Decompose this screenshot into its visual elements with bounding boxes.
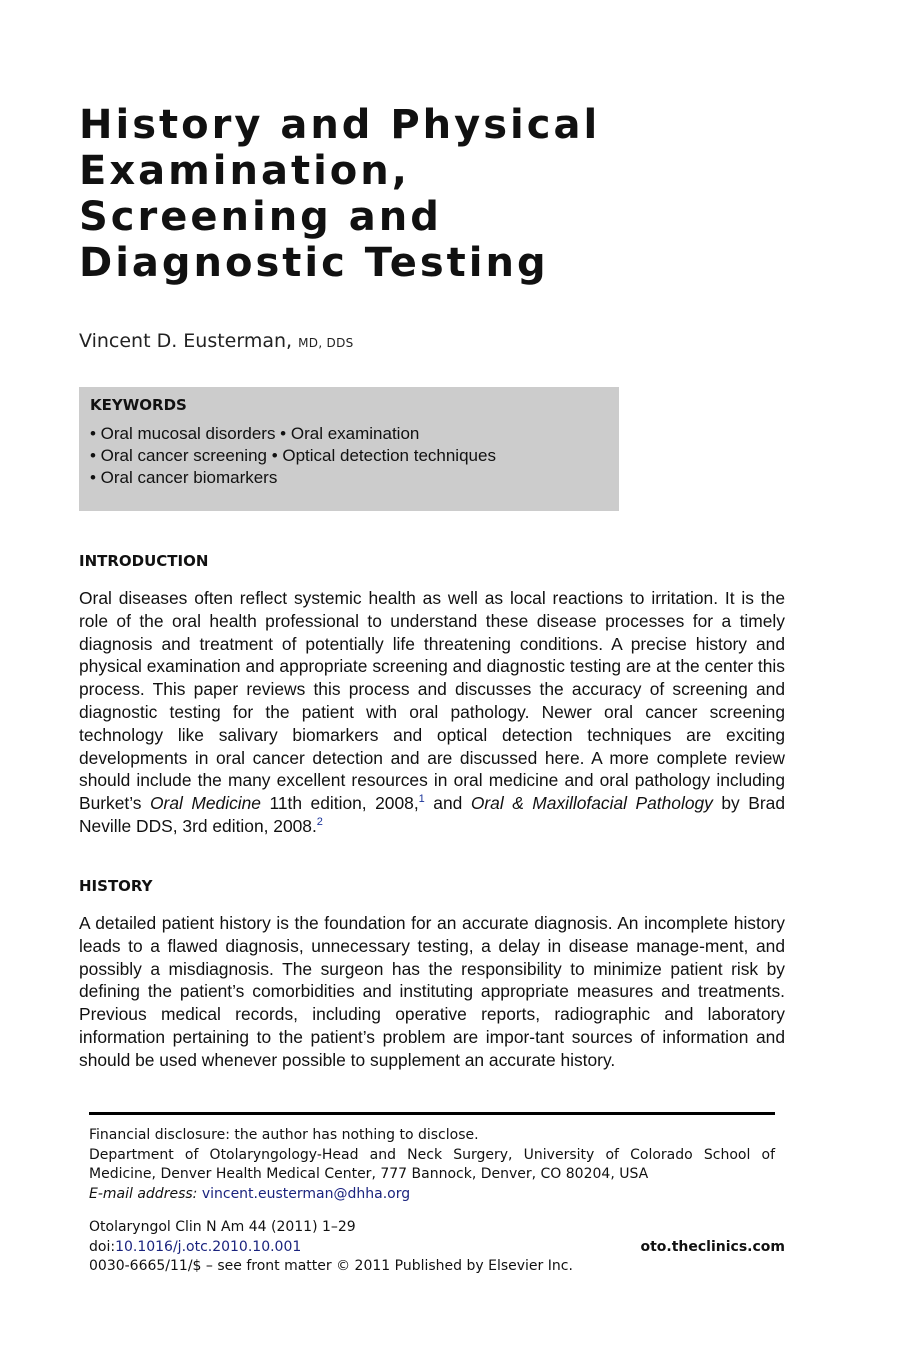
doi-label: doi: (89, 1238, 116, 1255)
keyword-line: • Oral cancer screening • Optical detection techniques (90, 446, 496, 465)
title-line: Examination, (79, 148, 410, 194)
introduction-heading: INTRODUCTION (79, 552, 209, 570)
history-paragraph: A detailed patient history is the foundation for an accurate diagnosis. An incomplete history leads to a flawed diagnosis, unnecessary testing, a delay in disease manage-ment, and possibly a misdiagnosis. The surgeon has the responsibility to minimize patient risk by defining the patient’s comorbidities and instituting appropriate measures and treatments. Previous medical records, including operative reports, radiographic and laboratory information pertaining to the patient’s problem are impor-tant sources of information and should be used whenever possible to supplement an accurate history. (79, 913, 785, 1070)
introduction-paragraph (79, 587, 785, 838)
history-heading: HISTORY (79, 877, 153, 895)
copyright-line: 0030-6665/11/$ – see front matter © 2011 Published by Elsevier Inc. (89, 1258, 573, 1275)
intro-text: Oral diseases often reflect systemic health as well as local reactions to irritation. It is the role of the oral health professional to understand these disease processes for a timely diagnosis and treatment of potentially life threatening conditions. A precise history and physical examination and appropriate screening and diagnostic testing are at the center this process. This paper reviews this process and discusses the accuracy of screening and diagnostic testing for the patient with oral pathology. Newer oral cancer screening technology like salivary biomarkers and optical detection techniques are exciting developments in oral cancer detection and are discussed here. A more complete review should include the many excellent resources in oral medicine and oral pathology including Burket’s (79, 588, 785, 814)
keyword-line: • Oral cancer biomarkers (90, 468, 278, 487)
author-degrees: MD, DDS (298, 336, 354, 350)
email-line (89, 1185, 775, 1205)
intro-text: by Brad Neville DDS, 3rd edition, 2008. (79, 793, 785, 836)
book-title: Oral Medicine (150, 793, 261, 814)
author-name: Vincent D. Eusterman, (79, 330, 293, 352)
journal-website[interactable]: oto.theclinics.com (640, 1239, 785, 1255)
affiliation-note: Department of Otolaryngology-Head and Neck Surgery, University of Colorado School of Medicine, Denver Health Medical Center, 777 Bannock, Denver, CO 80204, USA (89, 1146, 775, 1183)
reference-link[interactable]: 2 (316, 816, 323, 829)
email-label: E-mail address: (89, 1185, 198, 1202)
footnote-divider (89, 1112, 775, 1115)
keyword-line: • Oral mucosal disorders • Oral examination (90, 424, 420, 443)
keywords-heading: KEYWORDS (90, 396, 187, 414)
title-line: Screening and (79, 194, 442, 240)
reference-link[interactable]: 1 (418, 793, 425, 806)
article-title (79, 102, 679, 286)
doi-link[interactable]: 10.1016/j.otc.2010.10.001 (115, 1238, 302, 1255)
title-line: Diagnostic Testing (79, 240, 549, 286)
intro-text: and (424, 793, 471, 814)
disclosure-note: Financial disclosure: the author has nothing to disclose. (89, 1127, 479, 1143)
intro-text: 11th edition, 2008, (260, 793, 419, 814)
journal-citation: Otolaryngol Clin N Am 44 (2011) 1–29 (89, 1219, 356, 1235)
footnotes (89, 1126, 775, 1204)
email-link[interactable]: vincent.eusterman@dhha.org (201, 1185, 411, 1202)
title-line: History and Physical (79, 102, 601, 148)
book-title: Oral & Maxillofacial Pathology (470, 793, 713, 814)
keywords-box (79, 387, 619, 511)
author-line (79, 330, 354, 352)
